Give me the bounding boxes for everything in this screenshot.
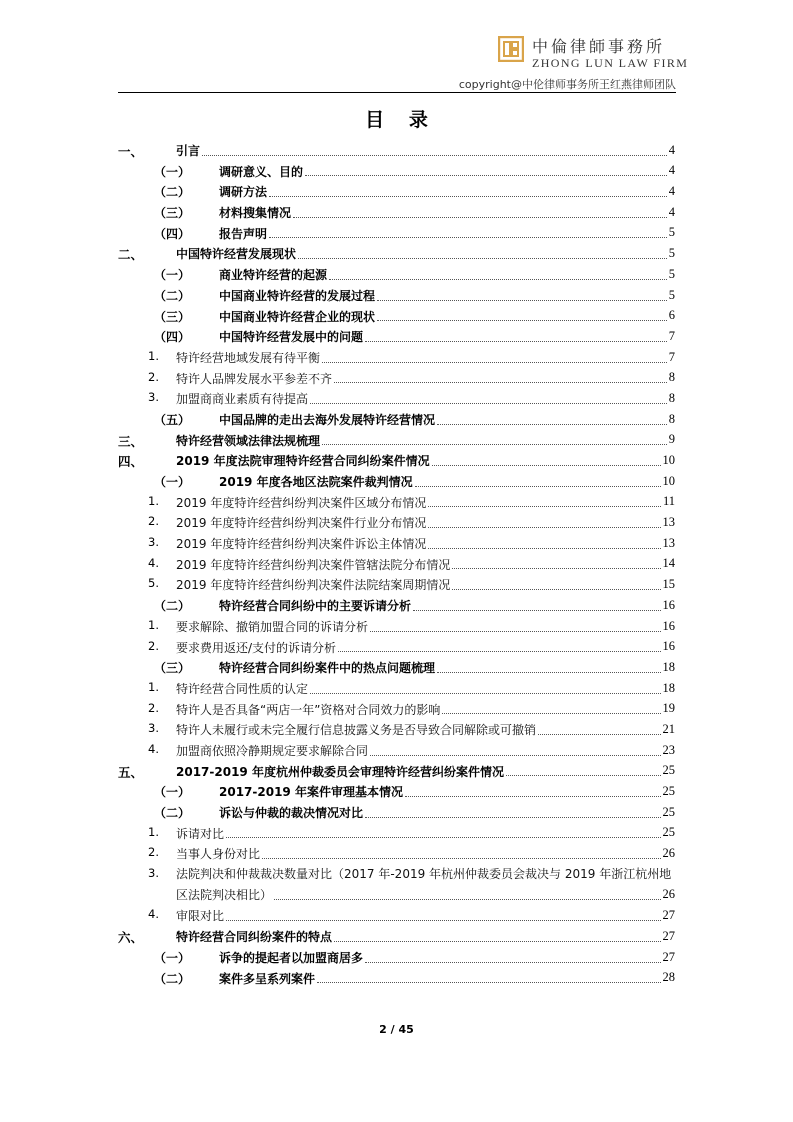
toc-entry-number: 3.	[148, 535, 159, 550]
toc-leader-dots	[317, 982, 660, 983]
toc-entry-label: 特许经营地域发展有待平衡	[176, 350, 321, 365]
toc-entry[interactable]	[118, 492, 675, 513]
toc-entry-label: 中国特许经营发展现状	[176, 247, 297, 262]
toc-entry[interactable]	[118, 264, 675, 285]
toc-entry[interactable]	[118, 347, 675, 368]
toc-entry-page: 23	[662, 742, 675, 757]
toc-entry-number: 2.	[148, 369, 159, 384]
toc-entry-label: 2017-2019 年度杭州仲裁委员会审理特许经营纠纷案件情况	[176, 764, 504, 779]
toc-entry-label: 特许经营合同纠纷中的主要诉请分析	[219, 599, 412, 614]
toc-entry-page: 9	[668, 432, 675, 447]
toc-title-char-2: 录	[408, 109, 428, 131]
toc-entry-page: 25	[662, 825, 675, 840]
toc-title	[0, 105, 793, 132]
toc-entry-label: 2019 年度特许经营纠纷判决案件行业分布情况	[176, 516, 427, 531]
toc-entry-label: 加盟商商业素质有待提高	[176, 392, 309, 407]
toc-leader-dots	[310, 693, 660, 694]
toc-entry[interactable]	[118, 637, 675, 658]
toc-leader-dots	[370, 755, 660, 756]
toc-leader-dots	[310, 403, 667, 404]
toc-entry-number: （一）	[154, 268, 191, 283]
toc-entry-label: 2019 年度特许经营纠纷判决案件诉讼主体情况	[176, 537, 427, 552]
toc-entry-page: 27	[662, 949, 675, 964]
toc-entry-label: 2019 年度各地区法院案件裁判情况	[219, 475, 413, 489]
toc-entry-number: 4.	[148, 741, 159, 756]
toc-entry-page: 11	[662, 494, 675, 509]
toc-entry[interactable]	[118, 223, 675, 244]
toc-leader-dots	[370, 631, 660, 632]
toc-entry-label: 中国特许经营发展中的问题	[219, 330, 364, 345]
toc-entry[interactable]	[118, 595, 675, 616]
toc-entry-number: 五、	[118, 764, 144, 780]
toc-leader-dots	[269, 196, 667, 197]
toc-entry-page: 16	[662, 618, 675, 633]
toc-entry-number: 1.	[148, 348, 159, 363]
toc-entry-page: 27	[662, 928, 675, 943]
toc-leader-dots	[202, 155, 667, 156]
toc-entry[interactable]	[118, 616, 675, 637]
toc-entry-label: 调研方法	[219, 185, 268, 200]
toc-leader-dots	[305, 175, 667, 176]
toc-leader-dots	[437, 672, 660, 673]
toc-entry-number: （一）	[154, 475, 191, 489]
toc-entry-label: 案件多呈系列案件	[219, 971, 316, 986]
toc-entry-page: 7	[668, 349, 675, 364]
toc-entry-page: 10	[662, 473, 675, 488]
toc-entry-page: 8	[668, 390, 675, 405]
toc-entry-label: 特许人品牌发展水平参差不齐	[176, 371, 333, 386]
toc-entry-number: 3.	[148, 866, 159, 881]
toc-entry[interactable]	[118, 243, 675, 264]
toc-entry-label: 中国商业特许经营企业的现状	[219, 309, 376, 324]
toc-entry[interactable]	[118, 512, 675, 533]
toc-leader-dots	[334, 382, 667, 383]
toc-entry-page: 25	[662, 784, 675, 798]
toc-entry-number: 三、	[118, 433, 144, 449]
toc-entry[interactable]	[118, 968, 675, 989]
toc-entry-label: 2019 年度特许经营纠纷判决案件区域分布情况	[176, 495, 427, 510]
toc-entry-page: 4	[668, 184, 675, 199]
toc-entry[interactable]	[118, 719, 675, 740]
toc-entry-page: 16	[662, 639, 675, 654]
toc-entry[interactable]	[118, 926, 675, 947]
toc-entry-number: （二）	[154, 599, 191, 614]
toc-entry-page: 13	[662, 515, 675, 530]
toc-entry-label: 特许经营合同纠纷案件中的热点问题梳理	[219, 661, 436, 676]
toc-leader-dots	[538, 734, 660, 735]
toc-entry-number: （二）	[154, 288, 191, 303]
toc-entry-label: 诉讼与仲裁的裁决情况对比	[219, 806, 364, 820]
toc-entry-number: （一）	[154, 950, 191, 965]
toc-leader-dots	[329, 279, 667, 280]
toc-entry[interactable]	[118, 947, 675, 968]
toc-leader-dots	[298, 258, 667, 259]
toc-entry-number: 二、	[118, 247, 144, 263]
toc-entry[interactable]	[118, 574, 675, 595]
toc-entry-label: 2019 年度法院审理特许经营合同纠纷案件情况	[176, 454, 430, 469]
toc-leader-dots	[334, 941, 660, 942]
toc-entry-number: 1.	[148, 493, 159, 508]
toc-entry-page: 5	[668, 246, 675, 261]
toc-entry-number: （一）	[154, 164, 191, 179]
toc-entry-label: 中国品牌的走出去海外发展特许经营情况	[219, 412, 436, 427]
toc-entry-label: 引言	[176, 144, 201, 158]
toc-entry[interactable]	[118, 864, 675, 905]
toc-entry-number: （三）	[154, 309, 191, 324]
toc-entry-number: 四、	[118, 454, 144, 470]
toc-entry-page: 18	[662, 659, 675, 674]
toc-entry-page: 15	[662, 577, 675, 592]
toc-entry-page: 19	[662, 701, 675, 716]
toc-entry-label: 2017-2019 年案件审理基本情况	[219, 785, 403, 800]
toc-leader-dots	[226, 920, 660, 921]
firm-logo-icon	[498, 36, 524, 62]
toc-entry-number: （四）	[154, 330, 191, 345]
toc-entry-page: 25	[662, 804, 675, 819]
toc-entry[interactable]	[118, 761, 675, 782]
toc-entry-number: （二）	[154, 185, 191, 200]
toc-entry[interactable]	[118, 285, 675, 306]
toc-entry-label: 商业特许经营的起源	[219, 268, 328, 283]
toc-entry-page: 26	[662, 846, 675, 861]
toc-entry-page: 28	[662, 970, 675, 985]
toc-entry-page: 5	[668, 225, 675, 240]
toc-entry[interactable]	[118, 699, 675, 720]
toc-leader-dots	[452, 589, 660, 590]
firm-name-en: ZHONG LUN LAW FIRM	[532, 56, 689, 70]
toc-entry-label: 法院判决和仲裁裁决数量对比（2017 年-2019 年杭州仲裁委员会裁决与 2019 年浙江杭州地区法院判决相比）	[176, 867, 672, 902]
toc-entry[interactable]	[118, 802, 675, 823]
toc-entry[interactable]	[118, 740, 675, 761]
toc-entry-number: 4.	[148, 555, 159, 570]
page-header	[118, 30, 689, 92]
toc-leader-dots	[338, 651, 660, 652]
toc-leader-dots	[428, 527, 660, 528]
toc-entry-page: 10	[662, 453, 675, 467]
toc-entry-page: 4	[668, 142, 675, 157]
toc-entry-page: 5	[668, 266, 675, 281]
toc-entry-label: 调研意义、目的	[219, 164, 304, 179]
toc-leader-dots	[293, 217, 667, 218]
toc-leader-dots	[442, 713, 660, 714]
toc-entry-number: （五）	[154, 412, 191, 427]
toc-entry-number: （二）	[154, 971, 191, 986]
toc-leader-dots	[274, 899, 660, 900]
toc-entry-label: 特许人未履行或未完全履行信息披露义务是否导致合同解除或可撤销	[176, 723, 537, 738]
toc-leader-dots	[506, 775, 661, 776]
toc-leader-dots	[452, 568, 660, 569]
toc-entry-page: 5	[668, 287, 675, 302]
toc-entry-label: 材料搜集情况	[219, 206, 292, 221]
toc-title-char-1: 目	[365, 109, 385, 131]
toc-leader-dots	[365, 962, 660, 963]
toc-entry-label: 要求解除、撤销加盟合同的诉请分析	[176, 619, 369, 634]
toc-entry-number: 4.	[148, 907, 159, 922]
toc-leader-dots	[377, 300, 667, 301]
toc-entry[interactable]	[118, 657, 675, 678]
toc-entry-page: 25	[662, 763, 675, 778]
toc-entry[interactable]	[118, 430, 675, 451]
toc-entry[interactable]	[118, 140, 675, 161]
toc-entry[interactable]	[118, 533, 675, 554]
toc-entry[interactable]	[118, 678, 675, 699]
toc-entry-page: 6	[668, 308, 675, 323]
toc-entry-label: 特许经营领域法律法规梳理	[176, 433, 321, 448]
toc-leader-dots	[432, 465, 661, 466]
toc-entry-label: 诉请对比	[176, 826, 225, 841]
header-divider	[118, 92, 676, 93]
toc-leader-dots	[262, 858, 660, 859]
toc-entry-label: 特许经营合同性质的认定	[176, 681, 309, 696]
toc-leader-dots	[413, 610, 660, 611]
toc-leader-dots	[322, 362, 667, 363]
toc-entry[interactable]	[118, 843, 675, 864]
toc-entry-label: 加盟商依照冷静期规定要求解除合同	[176, 743, 369, 758]
toc-entry-label: 特许人是否具备“两店一年”资格对合同效力的影响	[176, 702, 441, 717]
toc-entry-label: 2019 年度特许经营纠纷判决案件管辖法院分布情况	[176, 557, 451, 572]
toc-entry-label: 审限对比	[176, 909, 225, 924]
toc-leader-dots	[226, 837, 660, 838]
toc-leader-dots	[437, 424, 667, 425]
toc-entry-page: 27	[662, 908, 675, 923]
toc-leader-dots	[415, 486, 661, 487]
toc-entry-number: （一）	[154, 785, 191, 800]
toc-entry[interactable]	[118, 326, 675, 347]
toc-leader-dots	[322, 444, 667, 445]
toc-leader-dots	[428, 506, 661, 507]
toc-entry[interactable]	[118, 181, 675, 202]
toc-entry-label: 诉争的提起者以加盟商居多	[219, 950, 364, 965]
toc-entry-number: （四）	[154, 226, 191, 241]
toc-entry-number: 六、	[118, 930, 144, 946]
toc-entry[interactable]	[118, 450, 675, 471]
toc-entry-page: 21	[662, 721, 675, 736]
toc-entry-number: （三）	[154, 661, 191, 676]
toc-entry-page: 13	[662, 535, 675, 550]
toc-entry-number: 3.	[148, 390, 159, 405]
toc-entry-page: 18	[662, 680, 675, 695]
page-number: 2 / 45	[379, 1023, 414, 1036]
toc-entry-label: 2019 年度特许经营纠纷判决案件法院结案周期情况	[176, 578, 451, 593]
toc-entry[interactable]	[118, 471, 675, 492]
toc-entry[interactable]	[118, 368, 675, 389]
toc-entry[interactable]	[118, 823, 675, 844]
toc-entry-number: （三）	[154, 206, 191, 221]
toc-leader-dots	[405, 796, 661, 797]
toc-entry-page: 4	[668, 204, 675, 219]
toc-entry[interactable]	[118, 905, 675, 926]
toc-entry-label: 当事人身份对比	[176, 847, 261, 862]
toc-entry[interactable]	[118, 202, 675, 223]
toc-entry-number: 5.	[148, 576, 159, 591]
toc-entry-number: 2.	[148, 845, 159, 860]
toc-entry-page: 8	[668, 370, 675, 385]
toc-entry-number: 1.	[148, 617, 159, 632]
toc-entry[interactable]	[118, 409, 675, 430]
toc-entry-page: 8	[668, 411, 675, 426]
toc-entry-page: 14	[662, 556, 675, 571]
toc-entry-number: 2.	[148, 638, 159, 653]
toc-entry-page: 4	[668, 163, 675, 178]
toc-entry[interactable]	[118, 554, 675, 575]
copyright-notice: copyright@中伦律师事务所王红燕律师团队	[458, 78, 676, 91]
toc-leader-dots	[269, 237, 667, 238]
toc-entry-label: 中国商业特许经营的发展过程	[219, 288, 376, 303]
toc-leader-dots	[377, 320, 667, 321]
toc-entry-page: 7	[668, 328, 675, 343]
toc-entry[interactable]	[118, 306, 675, 327]
toc-entry-page: 26	[662, 887, 675, 902]
toc-entry[interactable]	[118, 388, 675, 409]
toc-entry-label: 报告声明	[219, 226, 268, 241]
toc-entry-label: 要求费用返还/支付的诉请分析	[176, 640, 337, 655]
toc-leader-dots	[365, 817, 660, 818]
firm-name-cn: 中倫律師事務所	[532, 37, 666, 56]
toc-entry-number: 一、	[118, 144, 144, 159]
table-of-contents	[118, 140, 675, 988]
toc-entry-number: （二）	[154, 806, 191, 820]
toc-entry[interactable]	[118, 161, 675, 182]
toc-entry[interactable]	[118, 781, 675, 802]
toc-entry-label: 特许经营合同纠纷案件的特点	[176, 930, 333, 945]
toc-entry-number: 1.	[148, 824, 159, 839]
toc-entry-number: 1.	[148, 679, 159, 694]
toc-entry-number: 2.	[148, 514, 159, 529]
toc-leader-dots	[365, 341, 667, 342]
toc-entry-number: 3.	[148, 721, 159, 736]
toc-entry-number: 2.	[148, 700, 159, 715]
toc-leader-dots	[428, 548, 660, 549]
toc-entry-page: 16	[662, 597, 675, 612]
